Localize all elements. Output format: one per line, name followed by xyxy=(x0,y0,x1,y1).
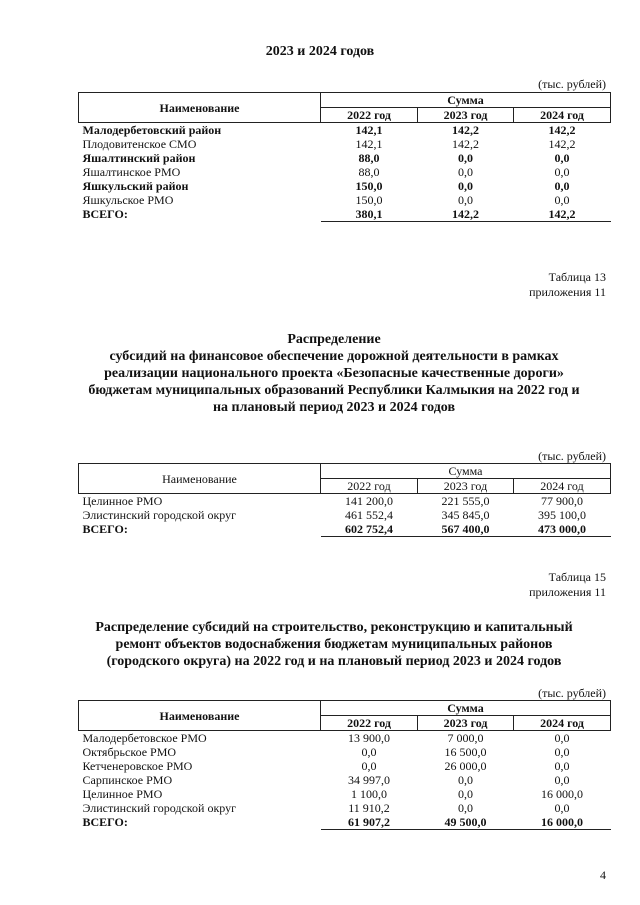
section3-title xyxy=(64,619,604,670)
header-year-2024: 2024 год xyxy=(514,479,611,494)
value-cell-2023: 345 845,0 xyxy=(441,508,490,522)
value-cell-2024: 16 000,0 xyxy=(514,815,611,830)
table-row xyxy=(79,151,611,165)
appendix-label: приложения 11 xyxy=(529,585,606,599)
value-cell-2024: 0,0 xyxy=(554,759,570,773)
table-row xyxy=(79,165,611,179)
table-row xyxy=(79,773,611,787)
value-cell-2022: 88,0 xyxy=(358,165,380,179)
row-name-cell: Элистинский городской округ xyxy=(82,508,237,522)
value-cell-2022: 602 752,4 xyxy=(321,522,418,537)
value-cell-2023: 0,0 xyxy=(458,773,473,787)
title-line: Распределение субсидий на строительство, реконструкцию и капитальный xyxy=(95,620,573,635)
title-line: субсидий на финансовое обеспечение дорожной деятельности в рамках xyxy=(109,349,559,364)
row-name-cell: Сарпинское РМО xyxy=(82,773,173,787)
page-number: 4 xyxy=(600,868,606,882)
value-cell-2024: 473 000,0 xyxy=(514,522,611,537)
table-row xyxy=(79,508,611,522)
total-row xyxy=(79,815,611,830)
header-name: Наименование xyxy=(79,93,321,123)
header-name: Наименование xyxy=(79,701,321,731)
value-cell-2024: 395 100,0 xyxy=(538,508,586,522)
table-number: Таблица 15 xyxy=(548,570,606,584)
row-name-cell: ВСЕГО: xyxy=(82,815,128,830)
row-name-cell: ВСЕГО: xyxy=(82,207,128,222)
title-line: (городского округа) на 2022 год и на плановый период 2023 и 2024 годов xyxy=(106,654,562,669)
header-year-2024: 2024 год xyxy=(514,716,611,731)
section3-table-number xyxy=(529,570,606,600)
value-cell-2022: 150,0 xyxy=(355,193,383,207)
row-name-cell: Малодербетовское РМО xyxy=(82,731,207,745)
row-name-cell: Кетченеровское РМО xyxy=(82,759,193,773)
value-cell-2023: 142,2 xyxy=(418,207,514,222)
value-cell-2022: 0,0 xyxy=(361,759,377,773)
value-cell-2022: 461 552,4 xyxy=(345,508,393,522)
value-cell-2024: 0,0 xyxy=(554,193,570,207)
section3-unit: (тыс. рублей) xyxy=(538,686,606,700)
row-name-cell: Яшкульское РМО xyxy=(82,193,174,207)
value-cell-2023: 16 500,0 xyxy=(444,745,487,759)
table-row xyxy=(79,759,611,773)
header-name: Наименование xyxy=(79,464,321,494)
header-year-2022: 2022 год xyxy=(321,108,418,123)
header-sum: Сумма xyxy=(321,464,611,479)
value-cell-2022: 380,1 xyxy=(321,207,418,222)
value-cell-2022: 13 900,0 xyxy=(348,731,390,745)
section1-unit: (тыс. рублей) xyxy=(538,77,606,91)
value-cell-2024: 77 900,0 xyxy=(541,494,583,508)
value-cell-2024: 0,0 xyxy=(554,165,570,179)
title-line: ремонт объектов водоснабжения бюджетам муниципальных районов xyxy=(115,637,553,652)
title-line: Распределение xyxy=(287,332,381,347)
total-row xyxy=(79,522,611,537)
section1-title: 2023 и 2024 годов xyxy=(265,44,375,59)
value-cell-2022: 142,1 xyxy=(355,123,383,137)
row-name-cell: Элистинский городской округ xyxy=(82,801,237,815)
value-cell-2024: 142,2 xyxy=(548,137,576,151)
title-line: на плановый период 2023 и 2024 годов xyxy=(212,400,456,415)
value-cell-2022: 88,0 xyxy=(358,151,380,165)
section2-table-number xyxy=(529,270,606,300)
header-sum: Сумма xyxy=(321,93,611,108)
appendix-label: приложения 11 xyxy=(529,285,606,299)
value-cell-2023: 49 500,0 xyxy=(418,815,514,830)
section1-table xyxy=(78,92,611,222)
table-number: Таблица 13 xyxy=(548,270,606,284)
value-cell-2023: 0,0 xyxy=(458,193,473,207)
section2-title xyxy=(64,331,604,416)
header-year-2022: 2022 год xyxy=(321,716,418,731)
value-cell-2023: 0,0 xyxy=(458,165,473,179)
value-cell-2024: 142,2 xyxy=(514,207,611,222)
value-cell-2022: 11 910,2 xyxy=(348,801,390,815)
title-line: реализации национального проекта «Безопасные качественные дороги» xyxy=(104,366,564,381)
value-cell-2024: 142,2 xyxy=(548,123,576,137)
value-cell-2023: 142,2 xyxy=(452,123,479,137)
row-name-cell: Яшалтинский район xyxy=(82,151,196,165)
header-year-2023: 2023 год xyxy=(418,108,514,123)
row-name-cell: Яшалтинское РМО xyxy=(82,165,181,179)
value-cell-2022: 142,1 xyxy=(355,137,383,151)
section2-table xyxy=(78,463,611,537)
header-year-2024: 2024 год xyxy=(514,108,611,123)
value-cell-2023: 7 000,0 xyxy=(447,731,484,745)
value-cell-2024: 0,0 xyxy=(554,151,570,165)
value-cell-2022: 34 997,0 xyxy=(348,773,390,787)
value-cell-2023: 567 400,0 xyxy=(418,522,514,537)
value-cell-2022: 1 100,0 xyxy=(351,787,387,801)
row-name-cell: Малодербетовский район xyxy=(82,123,222,137)
table-row xyxy=(79,123,611,138)
table-row xyxy=(79,787,611,801)
value-cell-2023: 221 555,0 xyxy=(441,494,490,508)
table-row xyxy=(79,745,611,759)
title-line: бюджетам муниципальных образований Республики Калмыкия на 2022 год и xyxy=(88,383,580,398)
table-row xyxy=(79,193,611,207)
header-year-2023: 2023 год xyxy=(418,716,514,731)
value-cell-2023: 0,0 xyxy=(458,801,473,815)
value-cell-2023: 0,0 xyxy=(458,179,473,193)
section3-table xyxy=(78,700,611,830)
table-row xyxy=(79,801,611,815)
table-row xyxy=(79,494,611,509)
total-row xyxy=(79,207,611,222)
value-cell-2024: 0,0 xyxy=(554,801,570,815)
value-cell-2024: 0,0 xyxy=(554,773,570,787)
row-name-cell: Целинное РМО xyxy=(82,787,163,801)
value-cell-2022: 150,0 xyxy=(355,179,383,193)
row-name-cell: Октябрьское РМО xyxy=(82,745,177,759)
value-cell-2022: 61 907,2 xyxy=(321,815,418,830)
table-row xyxy=(79,137,611,151)
row-name-cell: Яшкульский район xyxy=(82,179,189,193)
section2-unit: (тыс. рублей) xyxy=(538,449,606,463)
value-cell-2024: 16 000,0 xyxy=(541,787,583,801)
value-cell-2022: 141 200,0 xyxy=(345,494,393,508)
value-cell-2023: 142,2 xyxy=(452,137,479,151)
value-cell-2023: 0,0 xyxy=(458,151,473,165)
value-cell-2023: 0,0 xyxy=(458,787,473,801)
value-cell-2023: 26 000,0 xyxy=(444,759,487,773)
value-cell-2024: 0,0 xyxy=(554,745,570,759)
row-name-cell: ВСЕГО: xyxy=(82,522,128,537)
table-row xyxy=(79,731,611,746)
row-name-cell: Плодовитенское СМО xyxy=(82,137,197,151)
value-cell-2024: 0,0 xyxy=(554,731,570,745)
table-row xyxy=(79,179,611,193)
value-cell-2022: 0,0 xyxy=(361,745,377,759)
value-cell-2024: 0,0 xyxy=(554,179,570,193)
row-name-cell: Целинное РМО xyxy=(82,494,163,508)
header-year-2023: 2023 год xyxy=(418,479,514,494)
header-year-2022: 2022 год xyxy=(321,479,418,494)
header-sum: Сумма xyxy=(321,701,611,716)
